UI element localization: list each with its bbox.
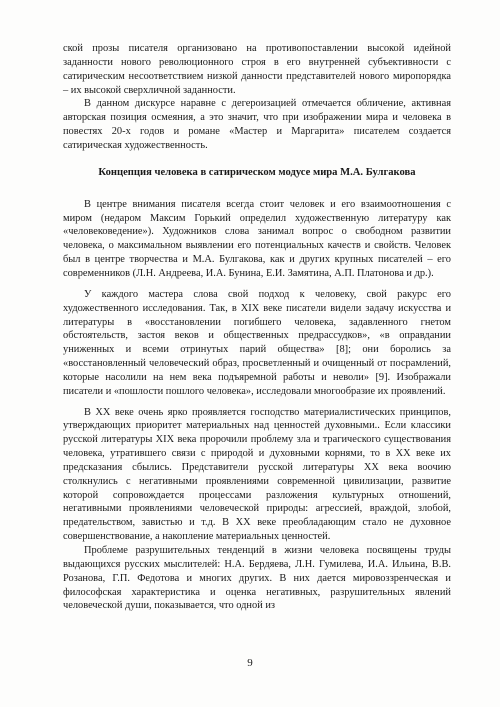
paragraph: ской прозы писателя организовано на противопоставлении высокой идейной заданности нового революционного строя в его внутренней субъективности с сатирическим несоответствием низкой данности представителей нового миропорядка – их высокой сверхличной заданности. [63, 43, 451, 96]
paragraph: В XX веке очень ярко проявляется господство материалистических принципов, утверждающих приоритет материальных над ценностей духовными.. Если классики русской литературы XIX века пророчили проблему зла и трагического существования человека, утратившего связи с природой и духовными корнями, то в XX веке их предсказания сбылись. Представители русской литературы XX века воочию столкнулись с негативными проявлениями современной цивилизации, развитие которой сопровождается процессами разложения культурных отношений, негативными проявлениями человеческой природы: агрессией, враждой, злобой, предательством, завистью и т.д. В XX веке преобладающим стало не духовное совершенствование, а накопление материальных ценностей. [63, 406, 451, 543]
paragraph: В данном дискурсе наравне с дегероизацией отмечается обличение, активная авторская позиция осмеяния, а это значит, что при изображении мира и человека в повестях 20-х годов и романе «Мастер и Маргарита» писателем создается сатирическая художественность. [63, 98, 451, 151]
paragraph: В центре внимания писателя всегда стоит человек и его взаимоотношения с миром (недаром Максим Горький определил художественную литературу как «человековедение»). Художников слова занимал вопрос о свободном развитии человека, о максимальном выявлении его потенциальных качеств и свойств. Человек был в центре творчества и М.А. Булгакова, как и других крупных писателей – его современников (Л.Н. Андреева, И.А. Бунина, Е.И. Замятина, А.П. Платонова и др.). [63, 198, 451, 279]
section-heading: Концепция человека в сатирическом модусе мира М.А. Булгакова [98, 166, 416, 178]
paragraph: Проблеме разрушительных тенденций в жизни человека посвящены труды выдающихся русских мыслителей: Н.А. Бердяева, Л.Н. Гумилева, И.А. Ильина, В.В. Розанова, Г.П. Федотова и многих других. В них дается мировоззренческая и философская характеристика и оценка негативных, разрушительных явлений человеческой души, показывается, что одной из [63, 545, 451, 612]
page-number: 9 [247, 657, 253, 669]
paragraph: У каждого мастера слова свой подход к человеку, свой ракурс его художественного исследования. Так, в XIX веке писатели видели задачу искусства и литературы в «восстановлении погибшего человека, задавленного гнетом обстоятельств, застоя веков и общественных предрассудков», «в оправдании униженных и всеми отринутых парий общества» [8]; они боролись за «восстановленный человеческий образ, просветленный и очищенный от посрамлений, которые насолили на нем века подъяремной работы и неволи» [9]. Изображали писатели и «пошлости пошлого человека», исследовали многообразие их проявлений. [63, 288, 451, 397]
